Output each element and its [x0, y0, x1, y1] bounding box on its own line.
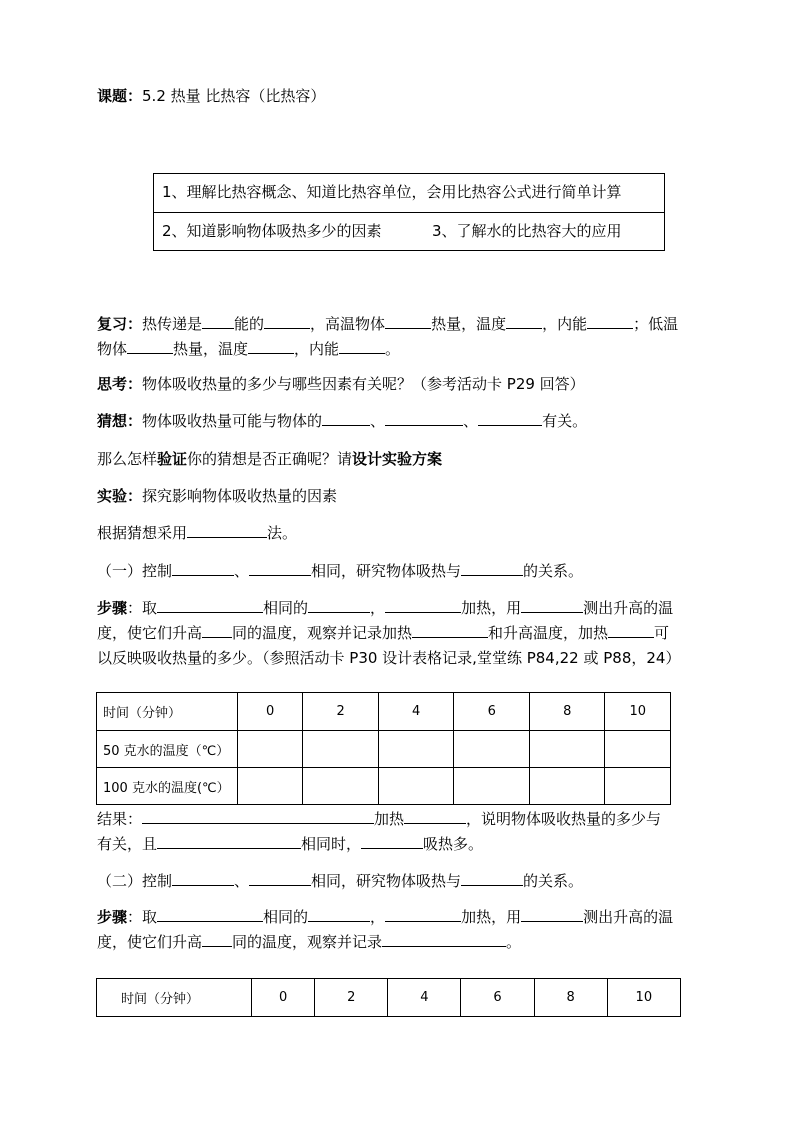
blank[interactable]	[361, 833, 423, 849]
part1-step-line-2: 度，使它们升高 同的温度，观察并记录加热 和升高温度，加热 可	[97, 624, 670, 642]
blank[interactable]	[385, 313, 431, 329]
method-line: 根据猜想采用 法。	[97, 524, 298, 542]
blank[interactable]	[172, 870, 234, 886]
part1-data-table	[96, 692, 671, 805]
blank[interactable]	[202, 313, 234, 329]
blank[interactable]	[587, 313, 633, 329]
blank[interactable]	[339, 338, 385, 354]
blank[interactable]	[506, 313, 542, 329]
blank[interactable]	[172, 560, 234, 576]
blank[interactable]	[385, 906, 461, 922]
part2-step-line-2: 度，使它们升高 同的温度，观察并记录 。	[97, 933, 522, 951]
blank[interactable]	[157, 597, 263, 613]
blank[interactable]	[157, 906, 263, 922]
goal-2: 2、知道影响物体吸热多少的因素	[162, 222, 382, 240]
blank[interactable]	[142, 808, 374, 824]
goal-1: 1、理解比热容概念、知道比热容单位，会用比热容公式进行简单计算	[162, 183, 622, 201]
blank[interactable]	[308, 906, 370, 922]
table-header-row: 时间（分钟） 0 2 4 6 8 10	[97, 693, 671, 731]
blank[interactable]	[264, 313, 310, 329]
table-cell[interactable]	[605, 731, 671, 768]
part1-step-line-3: 以反映吸收热量的多少。（参照活动卡 P30 设计表格记录,堂堂练 P84,22 或 P88，24）	[97, 649, 681, 667]
blank[interactable]	[202, 622, 232, 638]
blank[interactable]	[461, 560, 523, 576]
page-title: 课题：5.2 热量 比热容（比热容）	[97, 87, 326, 105]
table-cell[interactable]	[605, 768, 671, 805]
part1-step-line-1: 步骤：取 相同的 ， 加热，用 测出升高的温	[97, 599, 674, 617]
blank[interactable]	[521, 597, 583, 613]
table-cell[interactable]	[378, 731, 454, 768]
table-cell[interactable]	[529, 768, 605, 805]
table-header-row: 时间（分钟） 0 2 4 6 8 10	[97, 979, 681, 1017]
blank[interactable]	[385, 410, 463, 426]
table-cell[interactable]	[454, 731, 530, 768]
guess-line: 猜想：物体吸收热量可能与物体的 、 、 有关。	[97, 412, 588, 430]
verify-line: 那么怎样验证你的猜想是否正确呢？请设计实验方案	[97, 450, 443, 468]
blank[interactable]	[385, 597, 461, 613]
blank[interactable]	[249, 870, 311, 886]
think-line: 思考：物体吸收热量的多少与哪些因素有关呢？（参考活动卡 P29 回答）	[97, 375, 585, 393]
table-cell[interactable]	[529, 731, 605, 768]
part2-data-table	[96, 978, 681, 1017]
goal-row-1	[154, 174, 664, 211]
table-cell[interactable]	[378, 768, 454, 805]
blank[interactable]	[249, 560, 311, 576]
blank[interactable]	[404, 808, 466, 824]
table-cell[interactable]	[303, 731, 379, 768]
learning-goals-box	[153, 173, 665, 251]
part1-result-line-2: 有关，且 相同时， 吸热多。	[97, 835, 484, 853]
experiment-line: 实验：探究影响物体吸收热量的因素	[97, 487, 338, 505]
blank[interactable]	[412, 622, 488, 638]
blank[interactable]	[308, 597, 370, 613]
table-row: 100 克水的温度(℃）	[97, 768, 671, 805]
blank[interactable]	[608, 622, 654, 638]
table-cell[interactable]	[454, 768, 530, 805]
part1-title: （一）控制 、 相同，研究物体吸热与 的关系。	[97, 562, 584, 580]
review-line-2: 物体 热量，温度 ，内能 。	[97, 340, 401, 358]
blank[interactable]	[382, 931, 506, 947]
blank[interactable]	[248, 338, 294, 354]
blank[interactable]	[322, 410, 370, 426]
table-cell[interactable]	[237, 768, 302, 805]
goal-row-2	[154, 212, 664, 250]
blank[interactable]	[478, 410, 542, 426]
table-cell[interactable]	[303, 768, 379, 805]
blank[interactable]	[187, 522, 267, 538]
blank[interactable]	[521, 906, 583, 922]
part2-step-line-1: 步骤：取 相同的 ， 加热，用 测出升高的温	[97, 908, 674, 926]
blank[interactable]	[461, 870, 523, 886]
blank[interactable]	[202, 931, 232, 947]
table-cell[interactable]	[237, 731, 302, 768]
part1-result-line-1: 结果： 加热 ，说明物体吸收热量的多少与	[97, 810, 662, 828]
review-line-1: 复习：热传递是 能的 ，高温物体 热量，温度 ，内能 ；低温	[97, 315, 679, 333]
blank[interactable]	[127, 338, 173, 354]
blank[interactable]	[157, 833, 301, 849]
part2-title: （二）控制 、 相同，研究物体吸热与 的关系。	[97, 872, 584, 890]
table-row: 50 克水的温度（℃）	[97, 731, 671, 768]
goal-3: 3、了解水的比热容大的应用	[432, 222, 622, 240]
